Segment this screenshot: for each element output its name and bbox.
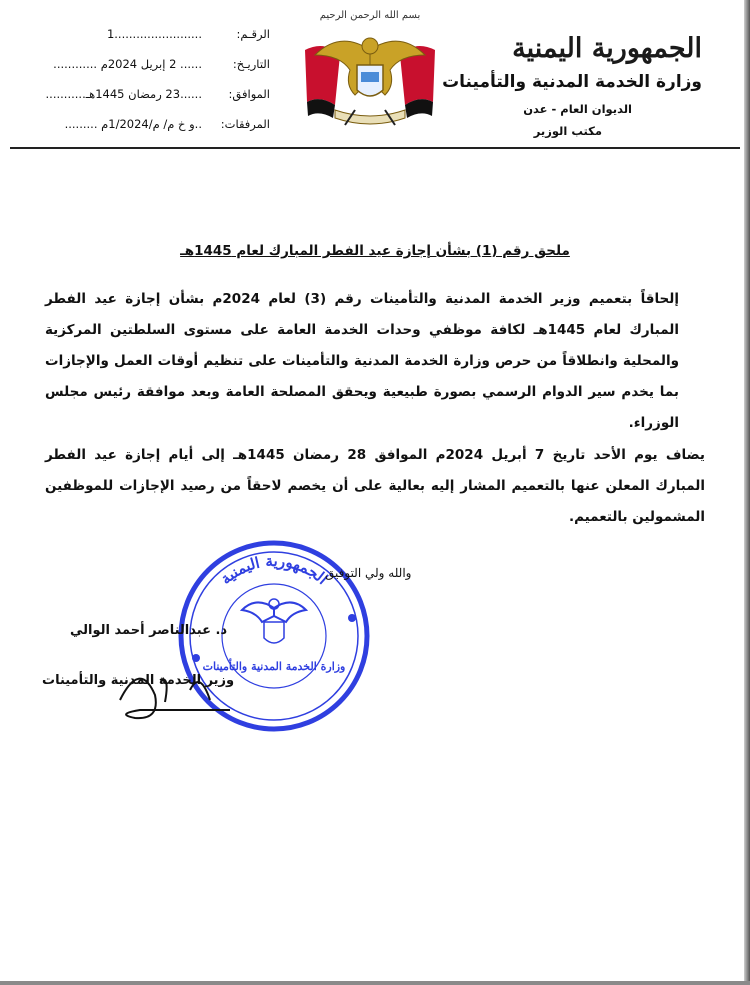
stamp-inner-text: وزارة الخدمة المدنية والتأمينات: [202, 660, 346, 673]
meta-hijri-date: الموافق: ......23 رمضان 1445هـ...........: [45, 87, 270, 101]
body-paragraph-2: يضاف يوم الأحد تاريخ 7 أبريل 2024م الموافق 28 رمضان 1445هـ إلى أيام إجازة عيد الفطر المبارك المعلن عنها بالتعميم المشار إليه بعالية على أن يخصم لاحقاً من رصيد الإجازات للموظفين المشمولين بالتعميم.: [45, 447, 705, 525]
signatory-name: د. عبدالناصر أحمد الوالي: [70, 623, 228, 638]
letterhead-right: [442, 30, 702, 138]
scan-edge-bottom: [0, 981, 750, 985]
minister-office: مكتب الوزير: [533, 124, 602, 138]
ministry-name: وزارة الخدمة المدنية والتأمينات: [442, 72, 702, 92]
document-title: ملحق رقم (1) بشأن إجازة عيد الفطر المبارك لعام 1445هـ: [180, 243, 570, 259]
scan-edge-right: [744, 0, 750, 985]
eagle-emblem-icon: [295, 10, 445, 140]
yemen-emblem: [295, 10, 445, 140]
letter-meta: [30, 22, 270, 142]
handwritten-signature: [100, 640, 260, 730]
meta-date: التاريـخ: ...... 2 إبريل 2024م ............: [53, 57, 270, 71]
meta-attachments: المرفقات: ..و خ م/ م/1/2024م .........: [64, 117, 270, 131]
body-paragraph-1: إلحاقاً بتعميم وزير الخدمة المدنية والتأمينات رقم (3) لعام 2024م بشأن إجازة عيد الفطر المبارك لعام 1445هـ لكافة موظفي وحدات الخدمة العامة على مستوى السلطتين المركزية والمحلية وانطلاقاً من حرص وزارة الخدمة المدنية والتأمينات على تنظيم أوقات العمل والإجازات بما يخدم سير الدوام الرسمي بصورة طبيعية ويحقق المصلحة العامة وبعد موافقة رئيس مجلس الوزراء.: [45, 291, 680, 431]
header-divider: [10, 147, 740, 149]
svg-text:الجمهورية اليمنية: [217, 552, 331, 588]
closing-phrase: والله ولي التوفيق: [325, 566, 412, 580]
meta-number: الرقـم: ........................1: [106, 27, 270, 41]
stamp-outer-text: الجمهورية اليمنية: [216, 551, 332, 588]
signatory-title: وزير الخدمة المدنية والتأمينات: [42, 673, 235, 688]
basmala: بسم الله الرحمن الرحيم: [319, 10, 421, 21]
republic-title: الجمهورية اليمنية: [512, 33, 702, 64]
office-name: الديوان العام - عدن: [523, 102, 632, 116]
